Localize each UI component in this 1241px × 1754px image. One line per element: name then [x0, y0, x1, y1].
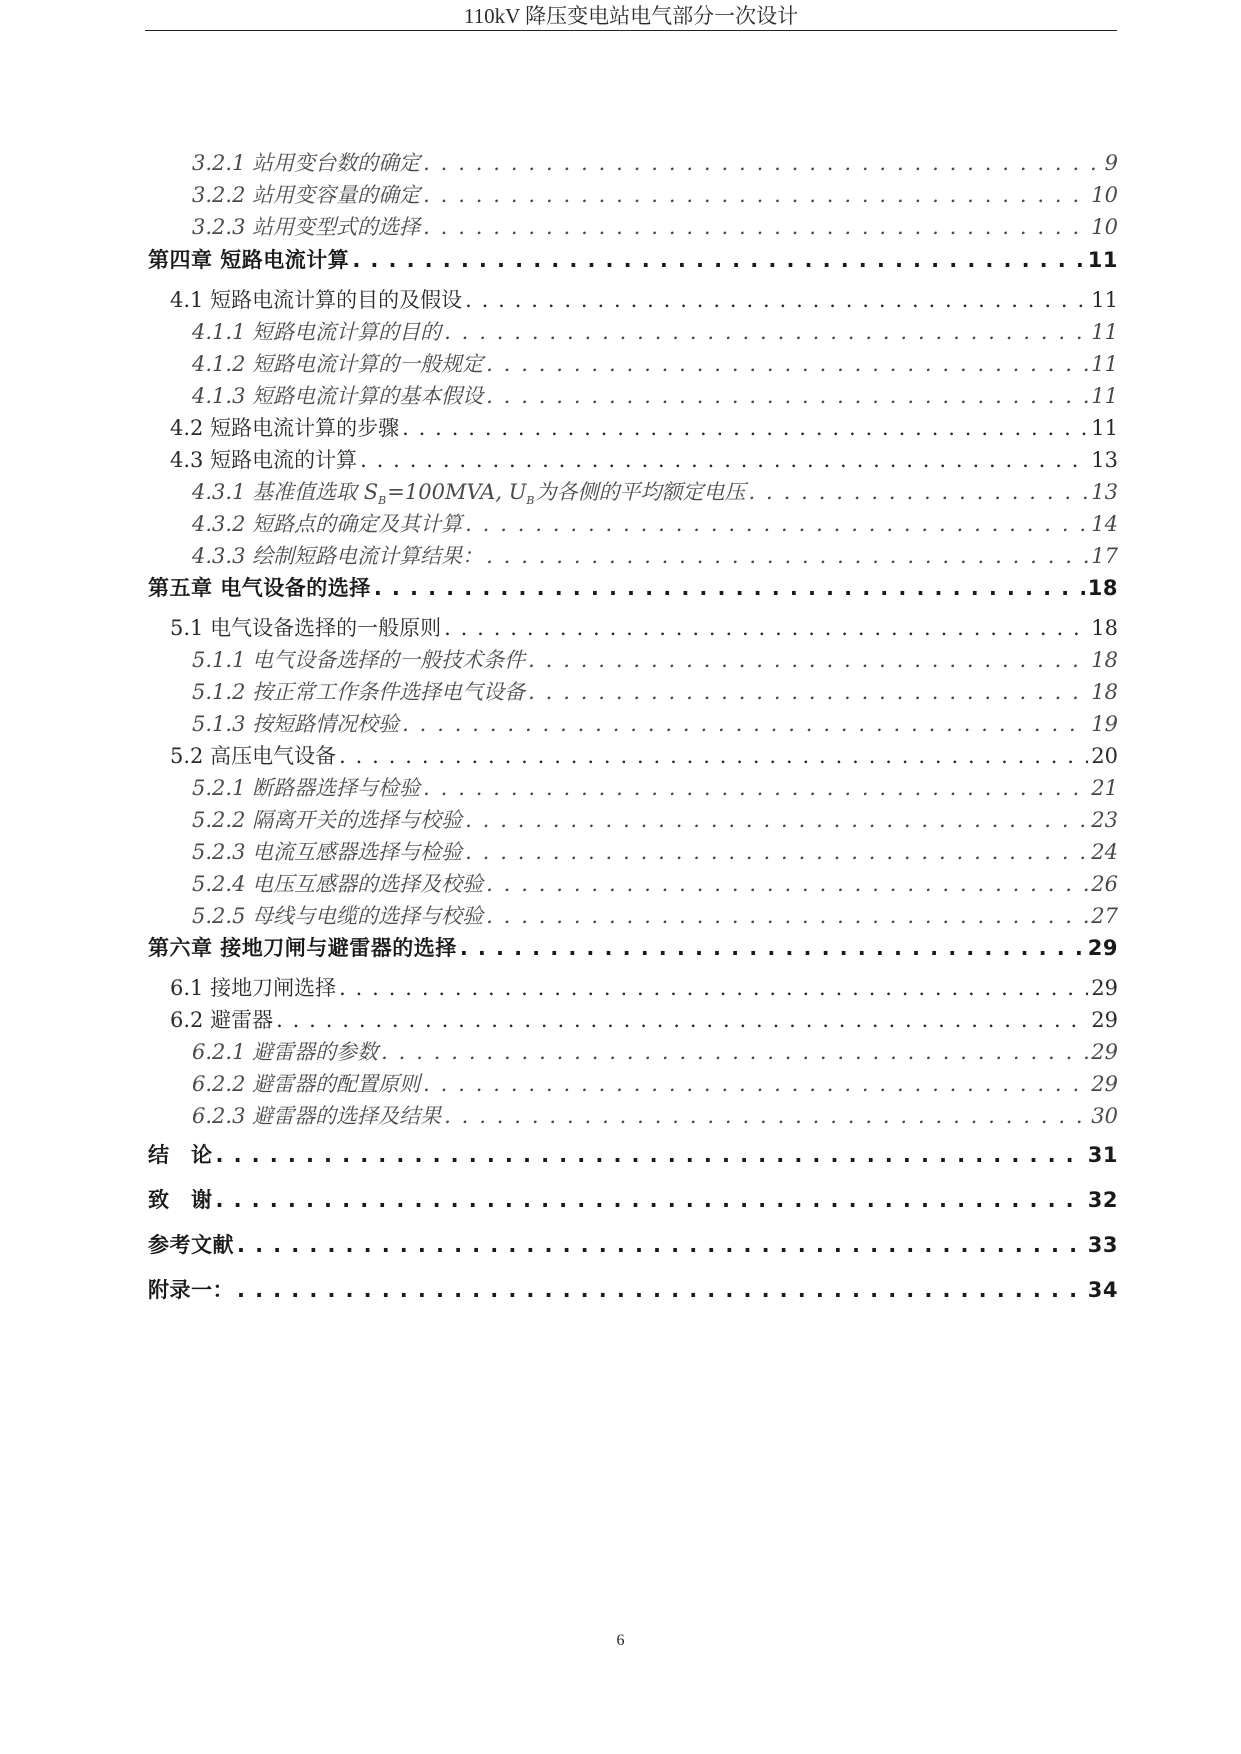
- dot-leader: [486, 872, 1088, 896]
- toc-entry[interactable]: [170, 1004, 1118, 1034]
- dot-leader: [465, 840, 1088, 864]
- toc-entry[interactable]: [192, 508, 1118, 538]
- dot-leader: [444, 1104, 1088, 1128]
- toc-entry[interactable]: [148, 244, 1118, 274]
- toc-entry[interactable]: [192, 1100, 1118, 1130]
- toc-entry-page: 11: [1091, 352, 1118, 376]
- toc-entry[interactable]: [148, 572, 1118, 602]
- toc-entry-title: 5.2.5 母线与电缆的选择与校验: [192, 904, 484, 928]
- toc-entry[interactable]: [192, 179, 1118, 209]
- toc-entry[interactable]: [148, 932, 1118, 962]
- page-header: [145, 0, 1117, 31]
- toc-entry[interactable]: [170, 972, 1118, 1002]
- toc-entry-title: 5.1 电气设备选择的一般原则: [170, 616, 442, 640]
- toc-entry-page: 18: [1091, 616, 1118, 640]
- dot-leader: [423, 151, 1102, 175]
- page-number: 6: [616, 1632, 625, 1649]
- dot-leader: [216, 1143, 1085, 1167]
- toc-entry[interactable]: [192, 211, 1118, 241]
- toc-entry[interactable]: [170, 740, 1118, 770]
- toc-entry-title: 4.1.1 短路电流计算的目的: [192, 320, 442, 344]
- toc-entry-title: 6.2.3 避雷器的选择及结果: [192, 1104, 442, 1128]
- toc-entry-title: 4.1.3 短路电流计算的基本假设: [192, 384, 484, 408]
- toc-entry[interactable]: [192, 147, 1118, 177]
- dot-leader: [460, 936, 1085, 960]
- dot-leader: [423, 1072, 1088, 1096]
- dot-leader: [360, 448, 1088, 472]
- dot-leader: [339, 976, 1088, 1000]
- toc-entry-subscript: B: [526, 494, 535, 506]
- toc-entry-page: 10: [1091, 215, 1118, 239]
- dot-leader: [486, 544, 1088, 568]
- toc-entry-page: 33: [1087, 1233, 1118, 1257]
- toc-entry-page: 27: [1091, 904, 1118, 928]
- toc-entry-title: 4.1 短路电流计算的目的及假设: [170, 288, 463, 312]
- toc-entry-page: 24: [1091, 840, 1118, 864]
- toc-entry-page: 29: [1091, 1072, 1118, 1096]
- toc-entry-page: 9: [1104, 151, 1118, 175]
- toc-entry-page: 17: [1091, 544, 1118, 568]
- dot-leader: [465, 512, 1088, 536]
- dot-leader: [237, 1278, 1085, 1302]
- toc-entry[interactable]: [192, 348, 1118, 378]
- toc-entry-title: 第五章 电气设备的选择: [148, 576, 371, 600]
- toc-entry[interactable]: [192, 804, 1118, 834]
- toc-entry-title: 3.2.3 站用变型式的选择: [192, 215, 421, 239]
- toc-entry-page: 11: [1091, 320, 1118, 344]
- toc-entry-subscript: B: [378, 494, 387, 506]
- toc-entry[interactable]: [148, 1229, 1118, 1259]
- toc-entry-page: 18: [1091, 680, 1118, 704]
- dot-leader: [423, 183, 1088, 207]
- toc-entry-title: 5.2.3 电流互感器选择与检验: [192, 840, 463, 864]
- dot-leader: [276, 1008, 1088, 1032]
- toc-entry-page: 13: [1091, 480, 1118, 504]
- toc-entry-title: 参考文献: [148, 1233, 234, 1257]
- toc-entry[interactable]: [192, 380, 1118, 410]
- toc-entry[interactable]: [192, 772, 1118, 802]
- toc-entry[interactable]: [192, 1036, 1118, 1066]
- toc-entry-title: 3.2.2 站用变容量的确定: [192, 183, 421, 207]
- toc-entry[interactable]: [148, 1274, 1118, 1304]
- dot-leader: [352, 248, 1084, 272]
- toc-entry-title: 5.1.1 电气设备选择的一般技术条件: [192, 648, 526, 672]
- toc-entry-page: 19: [1091, 712, 1118, 736]
- toc-entry-page: 23: [1091, 808, 1118, 832]
- toc-entry-page: 10: [1091, 183, 1118, 207]
- toc-entry-page: 21: [1091, 776, 1118, 800]
- toc-entry-page: 14: [1091, 512, 1118, 536]
- dot-leader: [423, 776, 1088, 800]
- toc-entry[interactable]: [170, 444, 1118, 474]
- dot-leader: [528, 680, 1088, 704]
- toc-entry-page: 29: [1091, 1008, 1118, 1032]
- dot-leader: [402, 416, 1088, 440]
- toc-entry[interactable]: [192, 836, 1118, 866]
- toc-entry[interactable]: [192, 676, 1118, 706]
- toc-entry-title: 4.3.3 绘制短路电流计算结果：: [192, 544, 484, 568]
- dot-leader: [381, 1040, 1088, 1064]
- dot-leader: [486, 384, 1088, 408]
- toc-entry-page: 11: [1091, 416, 1118, 440]
- dot-leader: [444, 616, 1088, 640]
- toc-entry-page: 18: [1091, 648, 1118, 672]
- dot-leader: [465, 288, 1088, 312]
- dot-leader: [444, 320, 1088, 344]
- toc-entry[interactable]: [192, 868, 1118, 898]
- toc-entry-title: 5.2.1 断路器选择与检验: [192, 776, 421, 800]
- toc-entry[interactable]: [192, 316, 1118, 346]
- dot-leader: [465, 808, 1088, 832]
- toc-entry-page: 18: [1087, 576, 1118, 600]
- dot-leader: [486, 352, 1088, 376]
- toc-entry-title: 结 论: [148, 1143, 213, 1167]
- toc-entry-title-continued: =100MVA, U: [387, 480, 527, 504]
- toc-entry[interactable]: [192, 540, 1118, 570]
- toc-entry-page: 31: [1087, 1143, 1118, 1167]
- toc-entry-title: 附录一：: [148, 1278, 234, 1302]
- dot-leader: [402, 712, 1088, 736]
- toc-entry-page: 13: [1091, 448, 1118, 472]
- toc-entry[interactable]: [192, 1068, 1118, 1098]
- toc-entry-page: 20: [1091, 744, 1118, 768]
- toc-entry-title: 第四章 短路电流计算: [148, 248, 350, 272]
- toc-entry[interactable]: [148, 1184, 1118, 1214]
- toc-entry-page: 11: [1087, 248, 1118, 272]
- toc-entry[interactable]: [170, 284, 1118, 314]
- toc-entry-page: 29: [1091, 1040, 1118, 1064]
- toc-entry-title: 4.1.2 短路电流计算的一般规定: [192, 352, 484, 376]
- toc-entry-title: 6.1 接地刀闸选择: [170, 976, 337, 1000]
- dot-leader: [216, 1188, 1085, 1212]
- toc-entry-page: 32: [1087, 1188, 1118, 1212]
- toc-entry-page: 26: [1091, 872, 1118, 896]
- dot-leader: [486, 904, 1088, 928]
- toc-entry-page: 11: [1091, 288, 1118, 312]
- toc-entry-page: 29: [1087, 936, 1118, 960]
- toc-entry-title: 6.2.1 避雷器的参数: [192, 1040, 379, 1064]
- toc-entry-title: 5.1.3 按短路情况校验: [192, 712, 400, 736]
- toc-entry-title: 4.2 短路电流计算的步骤: [170, 416, 400, 440]
- toc-entry[interactable]: [170, 612, 1118, 642]
- toc-entry[interactable]: [192, 644, 1118, 674]
- toc-entry-page: 29: [1091, 976, 1118, 1000]
- toc-entry[interactable]: [148, 1139, 1118, 1169]
- dot-leader: [339, 744, 1088, 768]
- toc-entry-title: 6.2 避雷器: [170, 1008, 274, 1032]
- dot-leader: [528, 648, 1088, 672]
- toc-entry-title: 4.3.1 基准值选取 S: [192, 480, 379, 504]
- toc-entry[interactable]: [192, 900, 1118, 930]
- toc-entry-title: 第六章 接地刀闸与避雷器的选择: [148, 936, 457, 960]
- toc-entry-title: 6.2.2 避雷器的配置原则: [192, 1072, 421, 1096]
- toc-entry-title: 5.2.4 电压互感器的选择及校验: [192, 872, 484, 896]
- toc-entry-title: 5.1.2 按正常工作条件选择电气设备: [192, 680, 526, 704]
- toc-entry-title: 致 谢: [148, 1188, 213, 1212]
- dot-leader: [374, 576, 1085, 600]
- toc-entry-title: 4.3.2 短路点的确定及其计算: [192, 512, 463, 536]
- dot-leader: [749, 480, 1089, 504]
- dot-leader: [423, 215, 1088, 239]
- toc-entry-title-continued: 为各侧的平均额定电压: [535, 480, 746, 504]
- toc-entry-page: 30: [1091, 1104, 1118, 1128]
- toc-entry[interactable]: [170, 412, 1118, 442]
- toc-entry-title: 3.2.1 站用变台数的确定: [192, 151, 421, 175]
- toc-entry-page: 34: [1087, 1278, 1118, 1302]
- toc-entry-page: 11: [1091, 384, 1118, 408]
- dot-leader: [237, 1233, 1085, 1257]
- document-title: 110kV 降压变电站电气部分一次设计: [463, 4, 799, 28]
- toc-entry-title: 5.2 高压电气设备: [170, 744, 337, 768]
- toc-entry[interactable]: [192, 476, 1118, 506]
- toc-entry-title: 4.3 短路电流的计算: [170, 448, 358, 472]
- toc-entry-title: 5.2.2 隔离开关的选择与校验: [192, 808, 463, 832]
- toc-entry[interactable]: [192, 708, 1118, 738]
